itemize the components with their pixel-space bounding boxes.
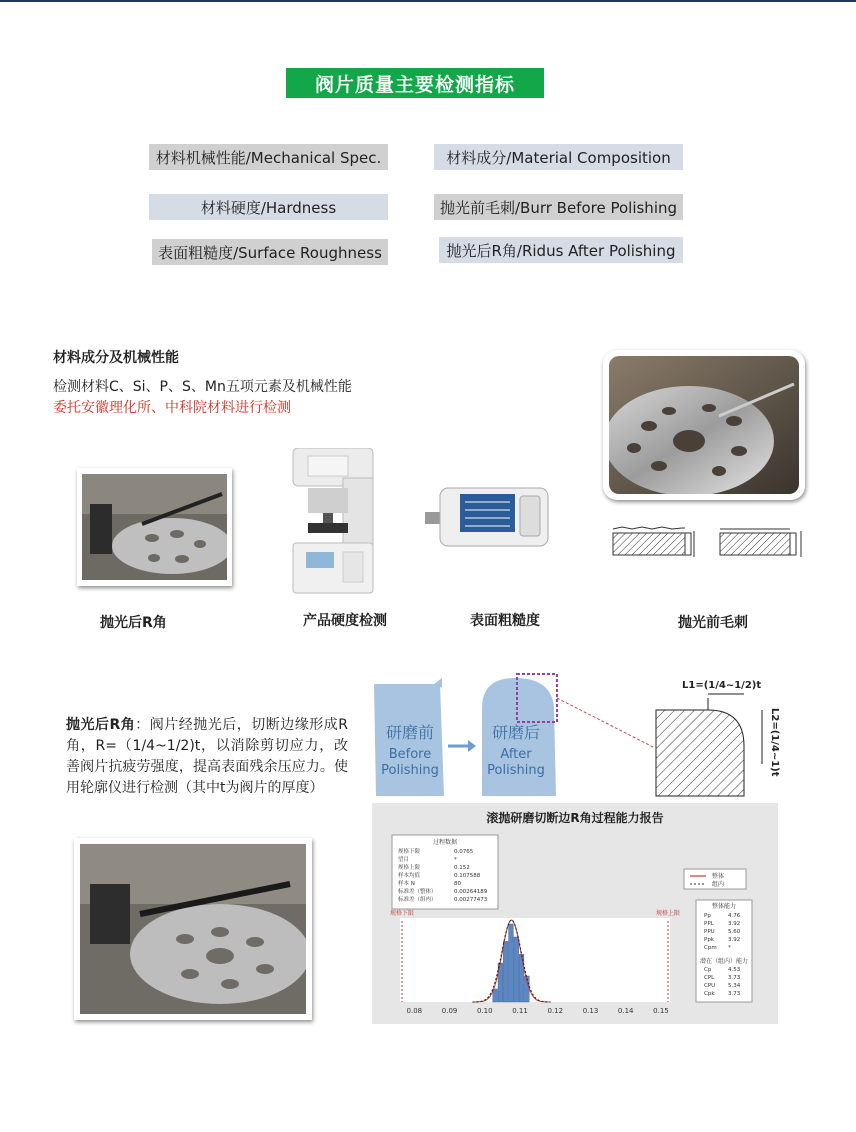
process-data-title: 过程数据 xyxy=(432,839,458,846)
lsl-label: 规格下限 xyxy=(390,910,415,917)
process-row-label: 标准差（整体） xyxy=(398,889,437,895)
report-title: 滚抛研磨切断边R角过程能力报告 xyxy=(486,811,664,825)
caption-burr: 抛光前毛刺 xyxy=(678,615,748,631)
usl-label: 规格上限 xyxy=(656,910,681,917)
polishing-diagram xyxy=(370,668,790,800)
spec-hardness: 材料硬度/Hardness xyxy=(149,194,388,220)
process-row-label: 规格下限 xyxy=(398,849,421,855)
materials-line2: 委托安徽理化所、中科院材料进行检测 xyxy=(53,400,291,416)
within-row-label: CPU xyxy=(704,983,716,989)
spec-burr: 抛光前毛刺/Burr Before Polishing xyxy=(434,194,683,220)
x-tick-label: 0.10 xyxy=(476,1007,493,1015)
label-l2: L2=(1/4~1)t xyxy=(769,708,780,777)
before-cn: 研磨前 xyxy=(385,723,435,742)
before-en2: Polishing xyxy=(381,763,439,778)
r-angle-term: 抛光后R角 xyxy=(66,717,136,733)
overall-row-value: 3.92 xyxy=(728,921,741,927)
valve-plate-photo xyxy=(603,350,805,500)
profile-measurement-photo xyxy=(74,838,312,1020)
within-row-value: 3.73 xyxy=(728,975,741,981)
process-row-label: 规格上限 xyxy=(398,865,421,871)
process-row-value: 0.0765 xyxy=(454,849,474,855)
spec-mechanical: 材料机械性能/Mechanical Spec. xyxy=(149,144,388,170)
process-row-value: 0.00277473 xyxy=(454,897,488,903)
within-row-value: 4.53 xyxy=(728,967,741,973)
process-row-label: 样本均值 xyxy=(398,873,421,879)
materials-line1: 检测材料C、Si、P、S、Mn五项元素及机械性能 xyxy=(53,379,352,395)
process-row-value: 0.00264189 xyxy=(454,889,488,895)
process-row-value: 0.107588 xyxy=(454,873,481,879)
process-row-label: 标准差（组内） xyxy=(398,897,437,903)
spec-radius: 抛光后R角/Ridus After Polishing xyxy=(439,237,683,263)
x-tick-label: 0.09 xyxy=(441,1007,458,1015)
histogram-bar xyxy=(503,941,508,1002)
overall-row-label: Ppk xyxy=(704,937,714,943)
x-tick-label: 0.15 xyxy=(653,1007,669,1015)
process-row-label: 样本 N xyxy=(398,881,415,887)
hardness-tester-image xyxy=(288,448,383,596)
within-row-label: Cpk xyxy=(704,991,715,997)
legend-overall: 整体 xyxy=(712,873,725,880)
within-title: 潜在（组内）能力 xyxy=(699,958,749,965)
process-row-value: 80 xyxy=(454,881,461,887)
overall-row-value: 3.92 xyxy=(728,937,741,943)
overall-row-label: PPU xyxy=(704,929,715,935)
histogram-bar xyxy=(514,937,519,1002)
spec-composition: 材料成分/Material Composition xyxy=(434,144,683,170)
overall-title: 整体能力 xyxy=(711,903,737,910)
after-cn: 研磨后 xyxy=(491,723,541,742)
r-angle-text: ：阀片经抛光后，切断边缘形成R角，R=（1/4~1/2)t，以消除剪切应力，改善阀片抗疲劳强度，提高表面残余压应力。使用轮廓仪进行检测（其中t为阀片的厚度） xyxy=(66,717,348,796)
r-angle-description xyxy=(66,715,348,799)
overall-row-label: PPL xyxy=(704,921,714,927)
x-tick-label: 0.08 xyxy=(406,1007,423,1015)
overall-row-value: 5.60 xyxy=(728,929,741,935)
label-l1: L1=(1/4~1/2)t xyxy=(682,680,762,691)
within-row-label: CPL xyxy=(704,975,715,981)
legend-within: 组内 xyxy=(712,881,725,888)
process-row-value: 0.152 xyxy=(454,865,470,871)
overall-row-label: Cpm xyxy=(704,945,717,951)
caption-r-angle: 抛光后R角 xyxy=(100,615,167,631)
process-row-value: * xyxy=(454,857,457,863)
after-en2: Polishing xyxy=(487,763,545,778)
overall-row-label: Pp xyxy=(704,913,711,919)
page-title: 阀片质量主要检测指标 xyxy=(286,68,544,98)
overall-row-value: 4.76 xyxy=(728,913,741,919)
burr-section-diagram xyxy=(612,525,817,561)
spec-roughness: 表面粗糙度/Surface Roughness xyxy=(152,239,388,265)
before-en1: Before xyxy=(388,747,432,762)
x-tick-label: 0.12 xyxy=(547,1007,564,1015)
histogram-bar xyxy=(509,924,514,1002)
within-row-value: 3.73 xyxy=(728,991,741,997)
x-tick-label: 0.11 xyxy=(512,1007,528,1015)
x-tick-label: 0.14 xyxy=(617,1007,634,1015)
capability-report xyxy=(372,803,778,1024)
after-en1: After xyxy=(500,747,532,762)
caption-hardness: 产品硬度检测 xyxy=(303,613,387,629)
r-angle-photo xyxy=(77,468,232,586)
within-row-value: 5.34 xyxy=(728,983,741,989)
x-tick-label: 0.13 xyxy=(582,1007,599,1015)
roughness-tester-image xyxy=(425,482,550,550)
overall-row-value: * xyxy=(728,945,731,951)
histogram-bar xyxy=(519,954,524,1002)
materials-heading: 材料成分及机械性能 xyxy=(53,350,179,366)
caption-roughness: 表面粗糙度 xyxy=(470,613,540,629)
within-row-label: Cp xyxy=(704,967,712,973)
process-row-label: 望目 xyxy=(398,857,410,863)
histogram-bar xyxy=(493,989,498,1002)
top-rule xyxy=(0,0,856,2)
